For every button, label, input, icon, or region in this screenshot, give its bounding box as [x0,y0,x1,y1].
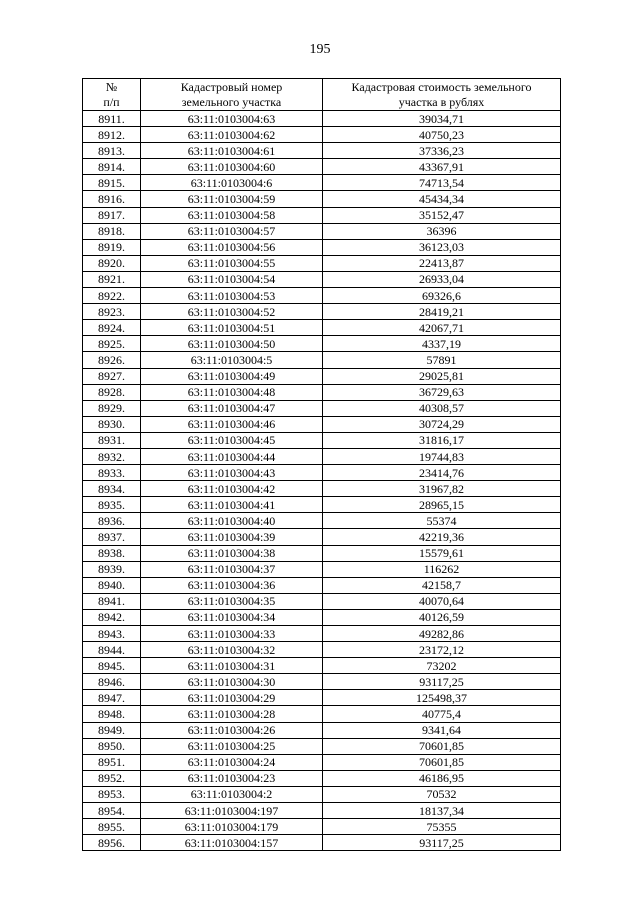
cadastral-number: 63:11:0103004:179 [141,819,323,835]
table-row [83,545,561,561]
row-number: 8929. [83,400,141,416]
cadastral-value: 45434,34 [323,191,561,207]
cadastral-number: 63:11:0103004:58 [141,207,323,223]
table-row [83,626,561,642]
row-number: 8923. [83,304,141,320]
cadastral-number: 63:11:0103004:48 [141,384,323,400]
row-number: 8916. [83,191,141,207]
cadastral-value: 93117,25 [323,674,561,690]
table-row [83,400,561,416]
row-number: 8950. [83,738,141,754]
cadastral-value: 46186,95 [323,770,561,786]
row-number: 8948. [83,706,141,722]
row-number: 8947. [83,690,141,706]
cadastral-number: 63:11:0103004:5 [141,352,323,368]
row-number: 8949. [83,722,141,738]
cadastral-value: 31967,82 [323,481,561,497]
table-row [83,191,561,207]
table-row [83,754,561,770]
cadastral-value: 30724,29 [323,416,561,432]
cadastral-value: 125498,37 [323,690,561,706]
cadastral-value: 74713,54 [323,175,561,191]
header-number-line1: № [105,79,118,94]
cadastral-value: 40070,64 [323,593,561,609]
cadastral-number: 63:11:0103004:34 [141,609,323,625]
header-cadastral-number-line2: земельного участка [181,94,282,109]
cadastral-number: 63:11:0103004:36 [141,577,323,593]
cadastral-value: 43367,91 [323,159,561,175]
cadastral-value: 19744,83 [323,448,561,464]
row-number: 8955. [83,819,141,835]
row-number: 8921. [83,271,141,287]
row-number: 8938. [83,545,141,561]
cadastral-number: 63:11:0103004:63 [141,111,323,127]
row-number: 8925. [83,336,141,352]
cadastral-value: 36396 [323,223,561,239]
row-number: 8920. [83,255,141,271]
table-row [83,706,561,722]
cadastral-value: 40775,4 [323,706,561,722]
cadastral-value: 57891 [323,352,561,368]
cadastral-number: 63:11:0103004:157 [141,835,323,851]
header-number-line2: п/п [103,94,120,109]
cadastral-value: 37336,23 [323,143,561,159]
table-row [83,819,561,835]
table-row [83,497,561,513]
table-row [83,577,561,593]
cadastral-number: 63:11:0103004:42 [141,481,323,497]
row-number: 8936. [83,513,141,529]
row-number: 8943. [83,626,141,642]
table-row [83,239,561,255]
table-row [83,320,561,336]
cadastral-value: 18137,34 [323,803,561,819]
cadastral-number: 63:11:0103004:44 [141,448,323,464]
cadastral-number: 63:11:0103004:35 [141,593,323,609]
cadastral-value: 40750,23 [323,127,561,143]
row-number: 8954. [83,803,141,819]
cadastral-value: 15579,61 [323,545,561,561]
table-row [83,143,561,159]
cadastral-number: 63:11:0103004:28 [141,706,323,722]
cadastral-number: 63:11:0103004:2 [141,786,323,802]
cadastral-number: 63:11:0103004:61 [141,143,323,159]
cadastral-value: 70532 [323,786,561,802]
table-row [83,738,561,754]
table-row [83,674,561,690]
row-number: 8933. [83,465,141,481]
cadastral-value: 40308,57 [323,400,561,416]
cadastral-value: 73202 [323,658,561,674]
cadastral-number: 63:11:0103004:40 [141,513,323,529]
row-number: 8945. [83,658,141,674]
row-number: 8946. [83,674,141,690]
table-row [83,529,561,545]
cadastral-number: 63:11:0103004:54 [141,271,323,287]
header-cadastral-value [323,79,561,111]
table-row [83,384,561,400]
table-row [83,288,561,304]
row-number: 8913. [83,143,141,159]
cadastral-value: 29025,81 [323,368,561,384]
row-number: 8940. [83,577,141,593]
row-number: 8927. [83,368,141,384]
header-cadastral-value-line1: Кадастровая стоимость земельного [351,79,532,94]
cadastral-number: 63:11:0103004:197 [141,803,323,819]
table-body [83,111,561,851]
cadastral-number: 63:11:0103004:38 [141,545,323,561]
cadastral-number: 63:11:0103004:29 [141,690,323,706]
table-row [83,255,561,271]
cadastral-value: 28419,21 [323,304,561,320]
table-row [83,658,561,674]
table-row [83,304,561,320]
cadastral-value: 35152,47 [323,207,561,223]
table-row [83,223,561,239]
row-number: 8956. [83,835,141,851]
cadastral-number: 63:11:0103004:30 [141,674,323,690]
cadastral-number: 63:11:0103004:33 [141,626,323,642]
table-row [83,207,561,223]
cadastral-number: 63:11:0103004:57 [141,223,323,239]
table-row [83,786,561,802]
row-number: 8930. [83,416,141,432]
table-row [83,722,561,738]
cadastral-number: 63:11:0103004:47 [141,400,323,416]
cadastral-number: 63:11:0103004:26 [141,722,323,738]
cadastral-value: 36729,63 [323,384,561,400]
cadastral-value: 31816,17 [323,432,561,448]
cadastral-number: 63:11:0103004:59 [141,191,323,207]
row-number: 8934. [83,481,141,497]
cadastral-number: 63:11:0103004:32 [141,642,323,658]
table-row [83,770,561,786]
table-row [83,642,561,658]
table-row [83,609,561,625]
table-row [83,481,561,497]
cadastral-value: 22413,87 [323,255,561,271]
table-row [83,336,561,352]
cadastral-number: 63:11:0103004:6 [141,175,323,191]
cadastral-value: 42067,71 [323,320,561,336]
cadastral-value: 55374 [323,513,561,529]
table-row [83,175,561,191]
cadastral-number: 63:11:0103004:37 [141,561,323,577]
row-number: 8937. [83,529,141,545]
cadastral-number: 63:11:0103004:56 [141,239,323,255]
row-number: 8924. [83,320,141,336]
cadastral-value-table [82,78,561,851]
table-row [83,513,561,529]
cadastral-number: 63:11:0103004:51 [141,320,323,336]
row-number: 8915. [83,175,141,191]
cadastral-value: 36123,03 [323,239,561,255]
row-number: 8931. [83,432,141,448]
table-row [83,448,561,464]
page-number: 195 [309,42,331,57]
row-number: 8944. [83,642,141,658]
cadastral-value: 69326,6 [323,288,561,304]
cadastral-number: 63:11:0103004:39 [141,529,323,545]
header-number [83,79,141,111]
table-row [83,465,561,481]
row-number: 8911. [83,111,141,127]
cadastral-number: 63:11:0103004:52 [141,304,323,320]
table-row [83,352,561,368]
row-number: 8926. [83,352,141,368]
cadastral-number: 63:11:0103004:53 [141,288,323,304]
table-header-row [83,79,561,111]
cadastral-value: 26933,04 [323,271,561,287]
cadastral-number: 63:11:0103004:55 [141,255,323,271]
row-number: 8932. [83,448,141,464]
row-number: 8939. [83,561,141,577]
cadastral-value: 40126,59 [323,609,561,625]
cadastral-value: 42158,7 [323,577,561,593]
cadastral-number: 63:11:0103004:24 [141,754,323,770]
cadastral-number: 63:11:0103004:31 [141,658,323,674]
row-number: 8935. [83,497,141,513]
cadastral-value: 39034,71 [323,111,561,127]
table-row [83,561,561,577]
cadastral-number: 63:11:0103004:41 [141,497,323,513]
cadastral-number: 63:11:0103004:23 [141,770,323,786]
table-row [83,159,561,175]
cadastral-value: 70601,85 [323,738,561,754]
row-number: 8942. [83,609,141,625]
cadastral-number: 63:11:0103004:50 [141,336,323,352]
row-number: 8922. [83,288,141,304]
row-number: 8941. [83,593,141,609]
table-row [83,432,561,448]
cadastral-number: 63:11:0103004:43 [141,465,323,481]
row-number: 8928. [83,384,141,400]
cadastral-number: 63:11:0103004:60 [141,159,323,175]
row-number: 8919. [83,239,141,255]
cadastral-number: 63:11:0103004:46 [141,416,323,432]
table-row [83,111,561,127]
row-number: 8918. [83,223,141,239]
table-row [83,368,561,384]
table-row [83,271,561,287]
cadastral-value: 9341,64 [323,722,561,738]
cadastral-number: 63:11:0103004:62 [141,127,323,143]
cadastral-value: 28965,15 [323,497,561,513]
cadastral-value: 116262 [323,561,561,577]
table-row [83,416,561,432]
cadastral-value: 4337,19 [323,336,561,352]
table-row [83,127,561,143]
table-row [83,690,561,706]
row-number: 8952. [83,770,141,786]
cadastral-number: 63:11:0103004:25 [141,738,323,754]
cadastral-value: 93117,25 [323,835,561,851]
cadastral-value: 42219,36 [323,529,561,545]
cadastral-value: 75355 [323,819,561,835]
table-row [83,803,561,819]
row-number: 8953. [83,786,141,802]
cadastral-value: 23172,12 [323,642,561,658]
row-number: 8912. [83,127,141,143]
table-row [83,593,561,609]
cadastral-number: 63:11:0103004:49 [141,368,323,384]
cadastral-value: 49282,86 [323,626,561,642]
header-cadastral-number [141,79,323,111]
cadastral-number: 63:11:0103004:45 [141,432,323,448]
table-row [83,835,561,851]
header-cadastral-number-line1: Кадастровый номер [180,79,283,94]
header-cadastral-value-line2: участка в рублях [398,94,485,109]
row-number: 8914. [83,159,141,175]
cadastral-value: 70601,85 [323,754,561,770]
row-number: 8917. [83,207,141,223]
cadastral-value: 23414,76 [323,465,561,481]
row-number: 8951. [83,754,141,770]
